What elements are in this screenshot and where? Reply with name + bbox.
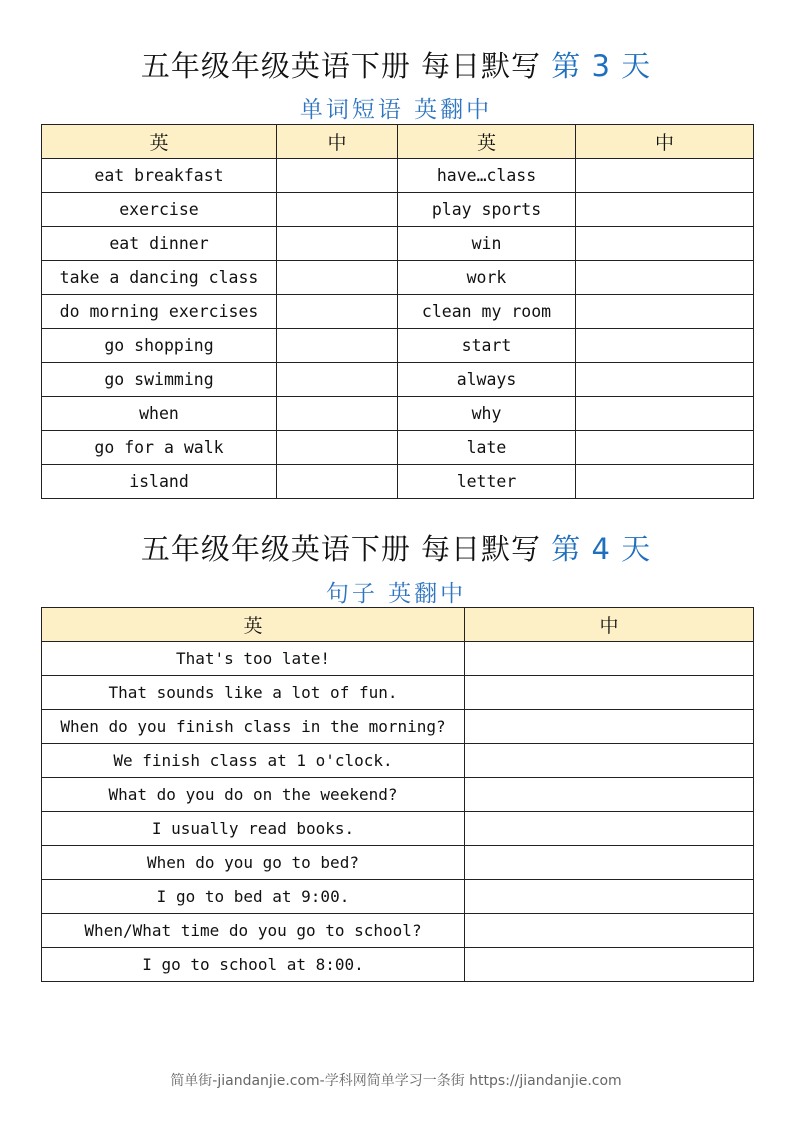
table-row bbox=[42, 465, 754, 499]
sentence-en-cell: When/What time do you go to school? bbox=[42, 914, 465, 948]
vocab-en-cell: eat dinner bbox=[42, 227, 277, 261]
sentence-en-cell: That sounds like a lot of fun. bbox=[42, 676, 465, 710]
vocab-zh-blank-cell bbox=[576, 329, 754, 363]
vocab-en-cell: go for a walk bbox=[42, 431, 277, 465]
vocab-zh-blank-cell bbox=[277, 227, 398, 261]
vocab-en-cell: start bbox=[398, 329, 576, 363]
vocab-en-cell: why bbox=[398, 397, 576, 431]
day4-title bbox=[0, 527, 792, 568]
vocab-en-cell: go swimming bbox=[42, 363, 277, 397]
vocab-en-cell: take a dancing class bbox=[42, 261, 277, 295]
table-row bbox=[42, 914, 754, 948]
table-row bbox=[42, 642, 754, 676]
vocab-zh-blank-cell bbox=[277, 159, 398, 193]
vocab-zh-blank-cell bbox=[576, 261, 754, 295]
sentence-zh-blank-cell bbox=[465, 642, 754, 676]
table-row bbox=[42, 431, 754, 465]
table-row bbox=[42, 397, 754, 431]
vocab-zh-blank-cell bbox=[576, 193, 754, 227]
table-row bbox=[42, 193, 754, 227]
header-zh-1: 中 bbox=[277, 125, 398, 159]
header-en-2: 英 bbox=[398, 125, 576, 159]
day3-day-label: 第 3 天 bbox=[551, 49, 652, 83]
page-footer: 简单街-jiandanjie.com-学科网简单学习一条街 https://jiandanjie.com bbox=[170, 1073, 622, 1089]
table-row bbox=[42, 363, 754, 397]
vocab-zh-blank-cell bbox=[576, 363, 754, 397]
table-row bbox=[42, 778, 754, 812]
vocab-en-cell: island bbox=[42, 465, 277, 499]
sentence-en-cell: That's too late! bbox=[42, 642, 465, 676]
vocab-zh-blank-cell bbox=[277, 431, 398, 465]
vocab-zh-blank-cell bbox=[277, 329, 398, 363]
sentence-zh-blank-cell bbox=[465, 880, 754, 914]
vocab-en-cell: when bbox=[42, 397, 277, 431]
table-header-row bbox=[42, 125, 754, 159]
vocab-en-cell: have…class bbox=[398, 159, 576, 193]
sentence-en-cell: I usually read books. bbox=[42, 812, 465, 846]
day4-sentence-table bbox=[41, 607, 754, 982]
sentence-zh-blank-cell bbox=[465, 948, 754, 982]
header-en-1: 英 bbox=[42, 125, 277, 159]
table-row bbox=[42, 295, 754, 329]
sentence-zh-blank-cell bbox=[465, 812, 754, 846]
vocab-zh-blank-cell bbox=[576, 465, 754, 499]
vocab-zh-blank-cell bbox=[277, 295, 398, 329]
table-row bbox=[42, 846, 754, 880]
vocab-en-cell: late bbox=[398, 431, 576, 465]
sentence-zh-blank-cell bbox=[465, 676, 754, 710]
header-zh-2: 中 bbox=[576, 125, 754, 159]
day4-title-text: 五年级年级英语下册 每日默写 bbox=[140, 532, 542, 566]
sentence-en-cell: What do you do on the weekend? bbox=[42, 778, 465, 812]
vocab-zh-blank-cell bbox=[277, 193, 398, 227]
table-row bbox=[42, 948, 754, 982]
sentence-en-cell: When do you go to bed? bbox=[42, 846, 465, 880]
table-row bbox=[42, 227, 754, 261]
vocab-en-cell: always bbox=[398, 363, 576, 397]
sentence-en-cell: When do you finish class in the morning? bbox=[42, 710, 465, 744]
vocab-en-cell: do morning exercises bbox=[42, 295, 277, 329]
vocab-zh-blank-cell bbox=[277, 397, 398, 431]
table-row bbox=[42, 329, 754, 363]
day4-subtitle: 句子 英翻中 bbox=[325, 581, 467, 607]
table-row bbox=[42, 812, 754, 846]
vocab-en-cell: eat breakfast bbox=[42, 159, 277, 193]
sentence-zh-blank-cell bbox=[465, 846, 754, 880]
header-en: 英 bbox=[42, 608, 465, 642]
vocab-zh-blank-cell bbox=[576, 227, 754, 261]
vocab-en-cell: play sports bbox=[398, 193, 576, 227]
sentence-en-cell: We finish class at 1 o'clock. bbox=[42, 744, 465, 778]
sentence-en-cell: I go to school at 8:00. bbox=[42, 948, 465, 982]
table-row bbox=[42, 880, 754, 914]
day3-vocab-table bbox=[41, 124, 754, 499]
vocab-zh-blank-cell bbox=[277, 363, 398, 397]
sentence-zh-blank-cell bbox=[465, 914, 754, 948]
vocab-en-cell: letter bbox=[398, 465, 576, 499]
table-row bbox=[42, 676, 754, 710]
sentence-en-cell: I go to bed at 9:00. bbox=[42, 880, 465, 914]
vocab-zh-blank-cell bbox=[576, 397, 754, 431]
sentence-zh-blank-cell bbox=[465, 778, 754, 812]
vocab-zh-blank-cell bbox=[576, 159, 754, 193]
vocab-en-cell: clean my room bbox=[398, 295, 576, 329]
vocab-zh-blank-cell bbox=[277, 261, 398, 295]
day3-title-text: 五年级年级英语下册 每日默写 bbox=[140, 49, 542, 83]
table-row bbox=[42, 744, 754, 778]
day3-subtitle: 单词短语 英翻中 bbox=[299, 97, 493, 123]
table-row bbox=[42, 159, 754, 193]
vocab-zh-blank-cell bbox=[576, 295, 754, 329]
vocab-zh-blank-cell bbox=[277, 465, 398, 499]
vocab-en-cell: win bbox=[398, 227, 576, 261]
table-header-row bbox=[42, 608, 754, 642]
day4-day-label: 第 4 天 bbox=[551, 532, 652, 566]
sentence-zh-blank-cell bbox=[465, 710, 754, 744]
sentence-zh-blank-cell bbox=[465, 744, 754, 778]
day3-title bbox=[0, 44, 792, 85]
vocab-en-cell: work bbox=[398, 261, 576, 295]
table-row bbox=[42, 710, 754, 744]
vocab-en-cell: exercise bbox=[42, 193, 277, 227]
header-zh: 中 bbox=[465, 608, 754, 642]
table-row bbox=[42, 261, 754, 295]
vocab-zh-blank-cell bbox=[576, 431, 754, 465]
vocab-en-cell: go shopping bbox=[42, 329, 277, 363]
